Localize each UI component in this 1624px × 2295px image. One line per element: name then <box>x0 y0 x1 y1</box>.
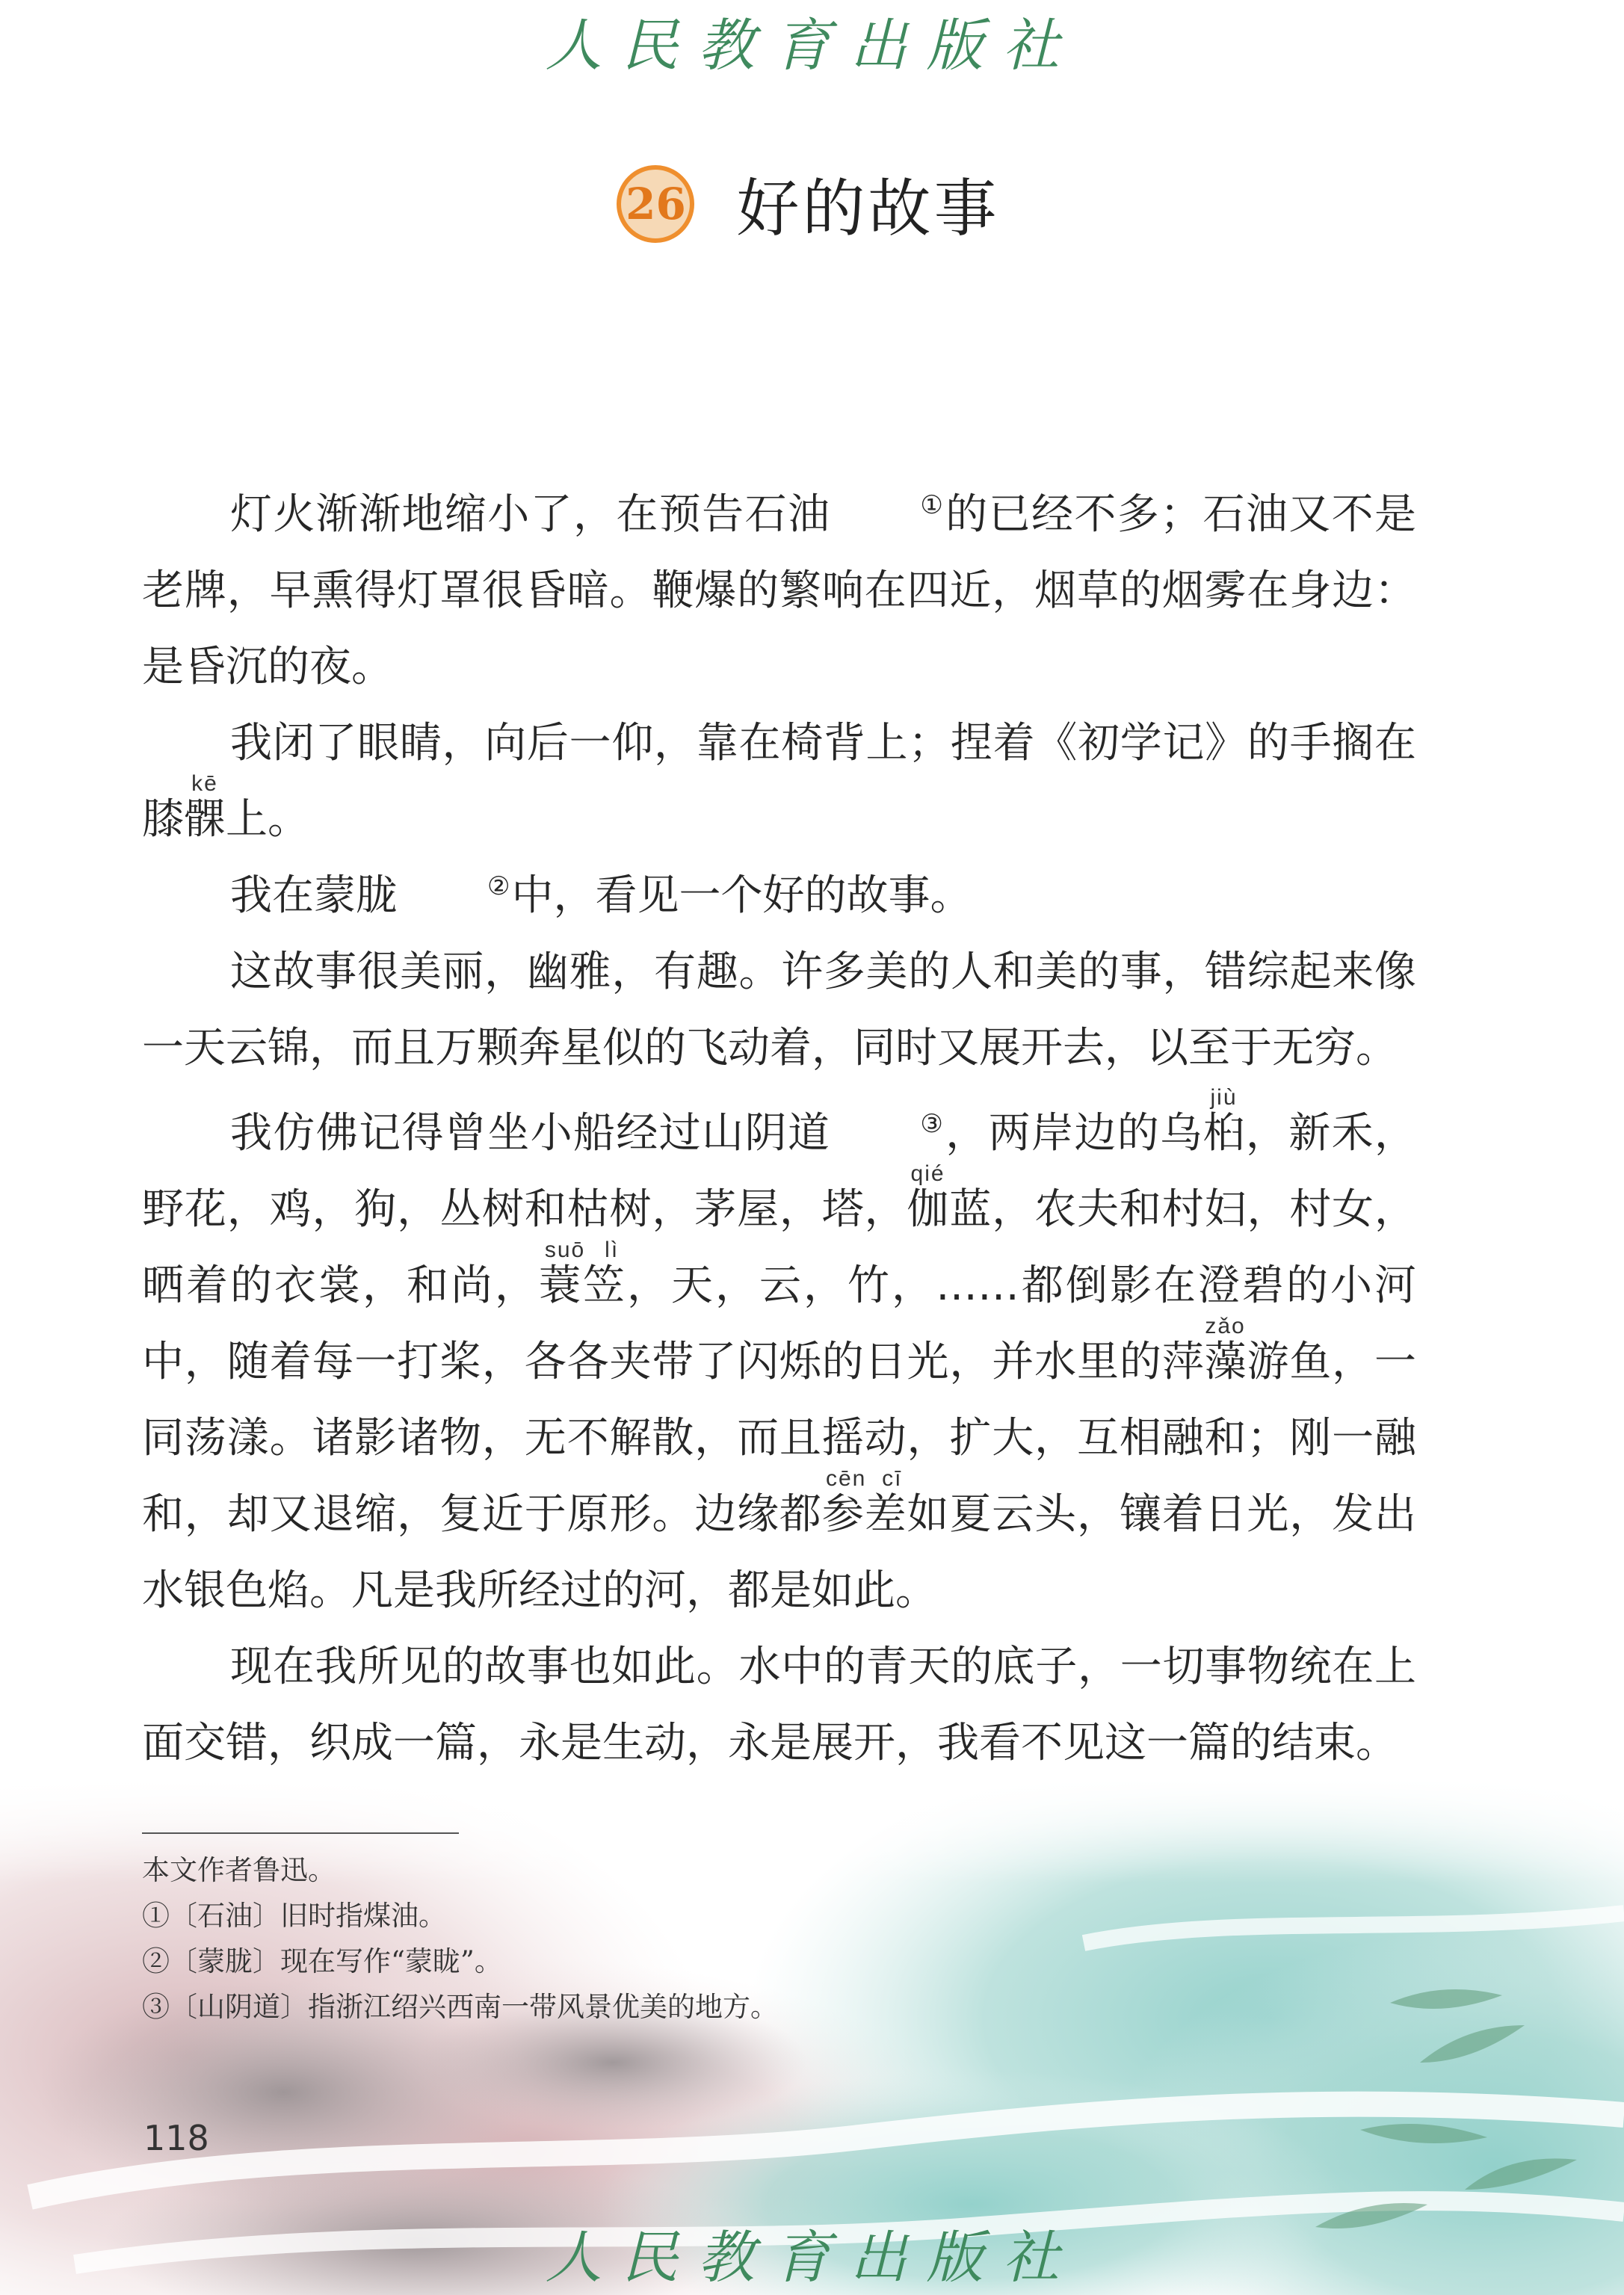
footnotes <box>142 1847 778 2030</box>
lesson-header <box>0 158 1624 249</box>
footnote-2: ②〔蒙胧〕现在写作“蒙眬”。 <box>142 1945 502 1977</box>
lesson-title: 好的故事 <box>736 172 1000 245</box>
pinyin-annotation <box>1204 1314 1247 1386</box>
text-run: 蓝，农夫和村妇，村女，晒着的衣裳，和尚， <box>142 1185 1417 1310</box>
pinyin: qié <box>907 1161 949 1186</box>
text-run: 我闭了眼睛，向后一仰，靠在椅背上；捏着《初学记》的手搁在膝 <box>142 719 1416 844</box>
lesson-number-badge: 26 <box>617 165 694 243</box>
publisher-mark-bottom: 人民教育出版社 <box>545 2224 1079 2291</box>
footnote-divider <box>142 1832 459 1834</box>
paragraph-3 <box>142 858 1416 934</box>
footnote-author: 本文作者鲁迅。 <box>142 1854 336 1886</box>
footnote-1: ①〔石油〕旧时指煤油。 <box>142 1900 446 1932</box>
footnote-ref-1: ① <box>920 490 943 520</box>
paragraph-2 <box>142 705 1416 858</box>
pinyin-annotation <box>907 1161 950 1234</box>
annotated-char: 藻 <box>1204 1338 1247 1386</box>
annotated-char: 蓑笠 <box>539 1261 627 1310</box>
page-number: 118 <box>143 2118 209 2158</box>
pinyin-annotation <box>539 1238 627 1310</box>
paragraph-1 <box>142 477 1416 705</box>
text-run: 灯火渐渐地缩小了，在预告石油 <box>230 490 831 539</box>
annotated-char: 髁 <box>184 795 226 844</box>
text-run: 游鱼，一同荡漾。诸影诸物，无不解散，而且摇动，扩大，互相融和；刚一融和，却又退缩，复近于原形。边缘都 <box>142 1338 1417 1539</box>
footnote-ref-3: ③ <box>920 1109 943 1139</box>
pinyin-annotation <box>1202 1085 1246 1158</box>
text-run: 我在蒙胧 <box>230 871 398 920</box>
text-run: ，天，云，竹，……都倒影在澄碧的小河中，随着每一打桨，各各夹带了闪烁的日光，并水里的萍 <box>142 1261 1416 1386</box>
annotated-char: 桕 <box>1202 1109 1246 1158</box>
pinyin: kē <box>184 771 226 796</box>
text-run: ，新禾，野花，鸡，狗，丛树和枯树，茅屋，塔， <box>142 1109 1417 1234</box>
text-run: 中，看见一个好的故事。 <box>511 871 972 920</box>
pinyin: jiù <box>1202 1085 1245 1110</box>
pinyin-annotation <box>184 771 226 844</box>
paragraph-4: 这故事很美丽，幽雅，有趣。许多美的人和美的事，错综起来像一天云锦，而且万颗奔星似的飞动着，同时又展开去，以至于无穷。 <box>142 948 1416 1072</box>
paragraph-6: 现在我所见的故事也如此。水中的青天的底子，一切事物统在上面交错，织成一篇，永是生动，永是展开，我看不见这一篇的结束。 <box>142 1643 1416 1767</box>
pinyin: zǎo <box>1204 1314 1247 1338</box>
publisher-mark-top: 人民教育出版社 <box>545 12 1079 78</box>
text-run: 上。 <box>226 795 309 844</box>
text-run: 如夏云头，镶着日光，发出水银色焰。凡是我所经过的河，都是如此。 <box>142 1490 1417 1615</box>
text-run: 的已经不多；石油又不是老牌，早熏得灯罩很昏暗。鞭爆的繁响在四近，烟草的烟雾在身边：是昏沉的夜。 <box>142 490 1417 691</box>
pinyin-annotation <box>821 1466 907 1539</box>
paragraph-5 <box>142 1087 1416 1629</box>
footnote-ref-2: ② <box>487 871 510 901</box>
pinyin: suō lì <box>539 1238 625 1262</box>
annotated-char: 伽 <box>907 1185 950 1234</box>
text-run: 我仿佛记得曾坐小船经过山阴道 <box>230 1109 831 1158</box>
footnote-3: ③〔山阴道〕指浙江绍兴西南一带风景优美的地方。 <box>142 1991 778 2023</box>
pinyin: cēn cī <box>821 1466 907 1491</box>
text-run: ，两岸边的乌 <box>944 1109 1203 1158</box>
article-body <box>142 477 1416 1782</box>
annotated-char: 参差 <box>821 1490 907 1539</box>
